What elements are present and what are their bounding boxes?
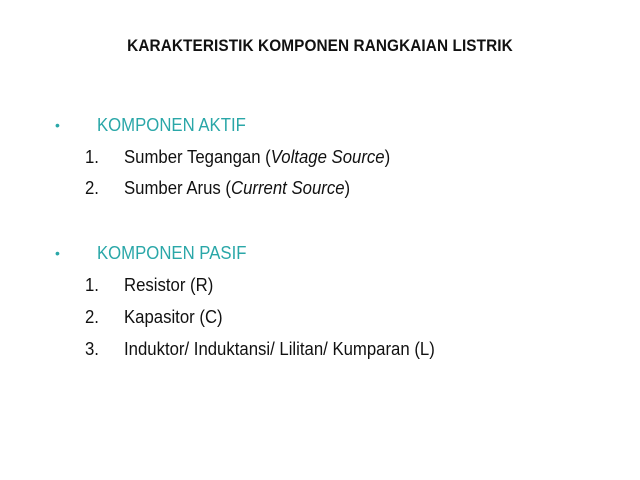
bullet-icon: • — [55, 117, 60, 133]
list-item-text: Kapasitor (C) — [124, 307, 223, 327]
list-item-number: 1. — [85, 147, 99, 167]
section-heading-label: KOMPONEN AKTIF — [97, 115, 246, 135]
list-item-text-part: ) — [344, 178, 351, 198]
list-item-italic-term: Current Source — [230, 178, 345, 198]
list-item-text — [124, 146, 390, 168]
list-item-number: 2. — [85, 307, 99, 327]
list-item-text-part: Sumber Arus ( — [124, 178, 231, 198]
list-item-number: 2. — [85, 178, 99, 198]
list-item-text: Resistor (R) — [124, 275, 214, 295]
list-item-text — [124, 177, 350, 199]
list-item-text-part: ) — [384, 147, 391, 167]
list-item-italic-term: Voltage Source — [270, 147, 385, 167]
list-item-text-part: Sumber Tegangan ( — [124, 147, 271, 167]
slide-title: KARAKTERISTIK KOMPONEN RANGKAIAN LISTRIK — [127, 37, 513, 55]
list-item-text: Induktor/ Induktansi/ Lilitan/ Kumparan (L) — [124, 339, 435, 359]
section-heading-label: KOMPONEN PASIF — [97, 243, 247, 263]
bullet-icon: • — [55, 245, 60, 261]
list-item-number: 1. — [85, 275, 99, 295]
list-item-number: 3. — [85, 339, 99, 359]
